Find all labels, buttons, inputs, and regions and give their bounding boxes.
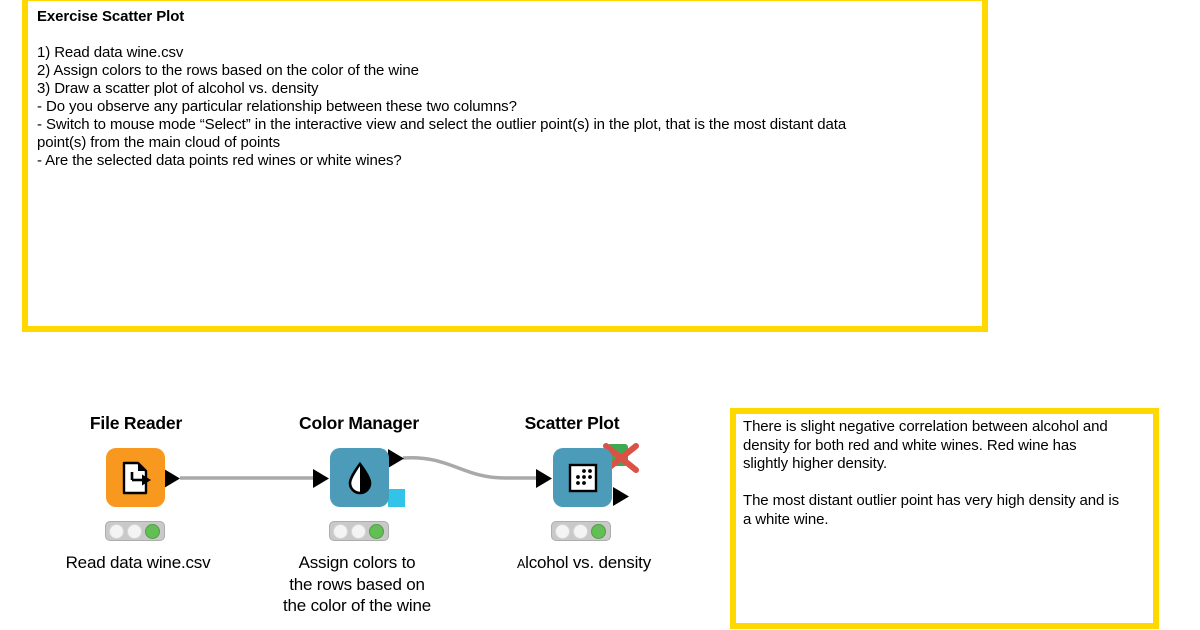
status-light-green: [591, 524, 606, 539]
output-port-triangle-filereader[interactable]: [164, 469, 180, 488]
annotation-line: - Do you observe any particular relationship between these two columns?: [37, 98, 517, 115]
model-port-square-colormanager[interactable]: [388, 489, 405, 507]
status-traffic-light: [551, 521, 611, 541]
file-reader-icon: [118, 459, 154, 497]
annotation-title: Exercise Scatter Plot: [37, 8, 185, 25]
workflow-annotation-answer[interactable]: [730, 408, 1159, 629]
status-light-red: [555, 524, 570, 539]
annotation-blank-line: [37, 26, 973, 44]
status-light-red: [333, 524, 348, 539]
annotation-line: There is slight negative correlation between alcohol and: [743, 418, 1108, 435]
status-light-red: [109, 524, 124, 539]
status-light-green: [369, 524, 384, 539]
node-title-scatter-plot: Scatter Plot: [524, 413, 620, 433]
node-title-color-manager: Color Manager: [299, 413, 419, 433]
annotation-line: 2) Assign colors to the rows based on the color of the wine: [37, 62, 419, 79]
annotation-line: slightly higher density.: [743, 455, 888, 472]
node-file-reader[interactable]: [106, 448, 165, 507]
annotation-line: [743, 474, 1146, 493]
status-traffic-light: [329, 521, 389, 541]
status-light-yellow: [351, 524, 366, 539]
workflow-annotation-exercise[interactable]: [22, 0, 988, 332]
annotation-line: - Are the selected data points red wines or white wines?: [37, 152, 402, 169]
annotation-line: a white wine.: [743, 510, 829, 528]
node-label-color-manager: Assign colors to the rows based on the color of the wine: [283, 553, 431, 615]
scatter-dots-icon: [567, 462, 599, 494]
output-port-triangle-scatterplot[interactable]: [613, 487, 629, 506]
status-light-green: [145, 524, 160, 539]
node-title-file-reader: File Reader: [89, 413, 183, 433]
annotation-line: point(s) from the main cloud of points: [37, 134, 280, 151]
annotation-line: 1) Read data wine.csv: [37, 44, 184, 61]
annotation-line: - Switch to mouse mode “Select” in the interactive view and select the outlier point(s) in the plot, that is the most distant data: [37, 116, 847, 133]
status-light-yellow: [127, 524, 142, 539]
node-color-manager[interactable]: [330, 448, 389, 507]
annotation-line: The most distant outlier point has very high density and is: [743, 492, 1119, 509]
node-label-scatter-plot: Alcohol vs. density: [517, 553, 651, 572]
input-port-triangle-colormanager[interactable]: [313, 469, 329, 488]
output-port-triangle-colormanager[interactable]: [388, 449, 404, 468]
node-scatter-plot[interactable]: [553, 448, 612, 507]
input-port-triangle-scatterplot[interactable]: [536, 469, 552, 488]
annotation-line: density for both red and white wines. Red wine has: [743, 436, 1077, 454]
status-light-yellow: [573, 524, 588, 539]
status-traffic-light: [105, 521, 165, 541]
connection-colormanager-scatterplot[interactable]: [403, 458, 536, 478]
annotation-line: 3) Draw a scatter plot of alcohol vs. density: [37, 80, 319, 97]
node-label-file-reader: Read data wine.csv: [65, 553, 211, 572]
color-drop-icon: [343, 460, 377, 496]
